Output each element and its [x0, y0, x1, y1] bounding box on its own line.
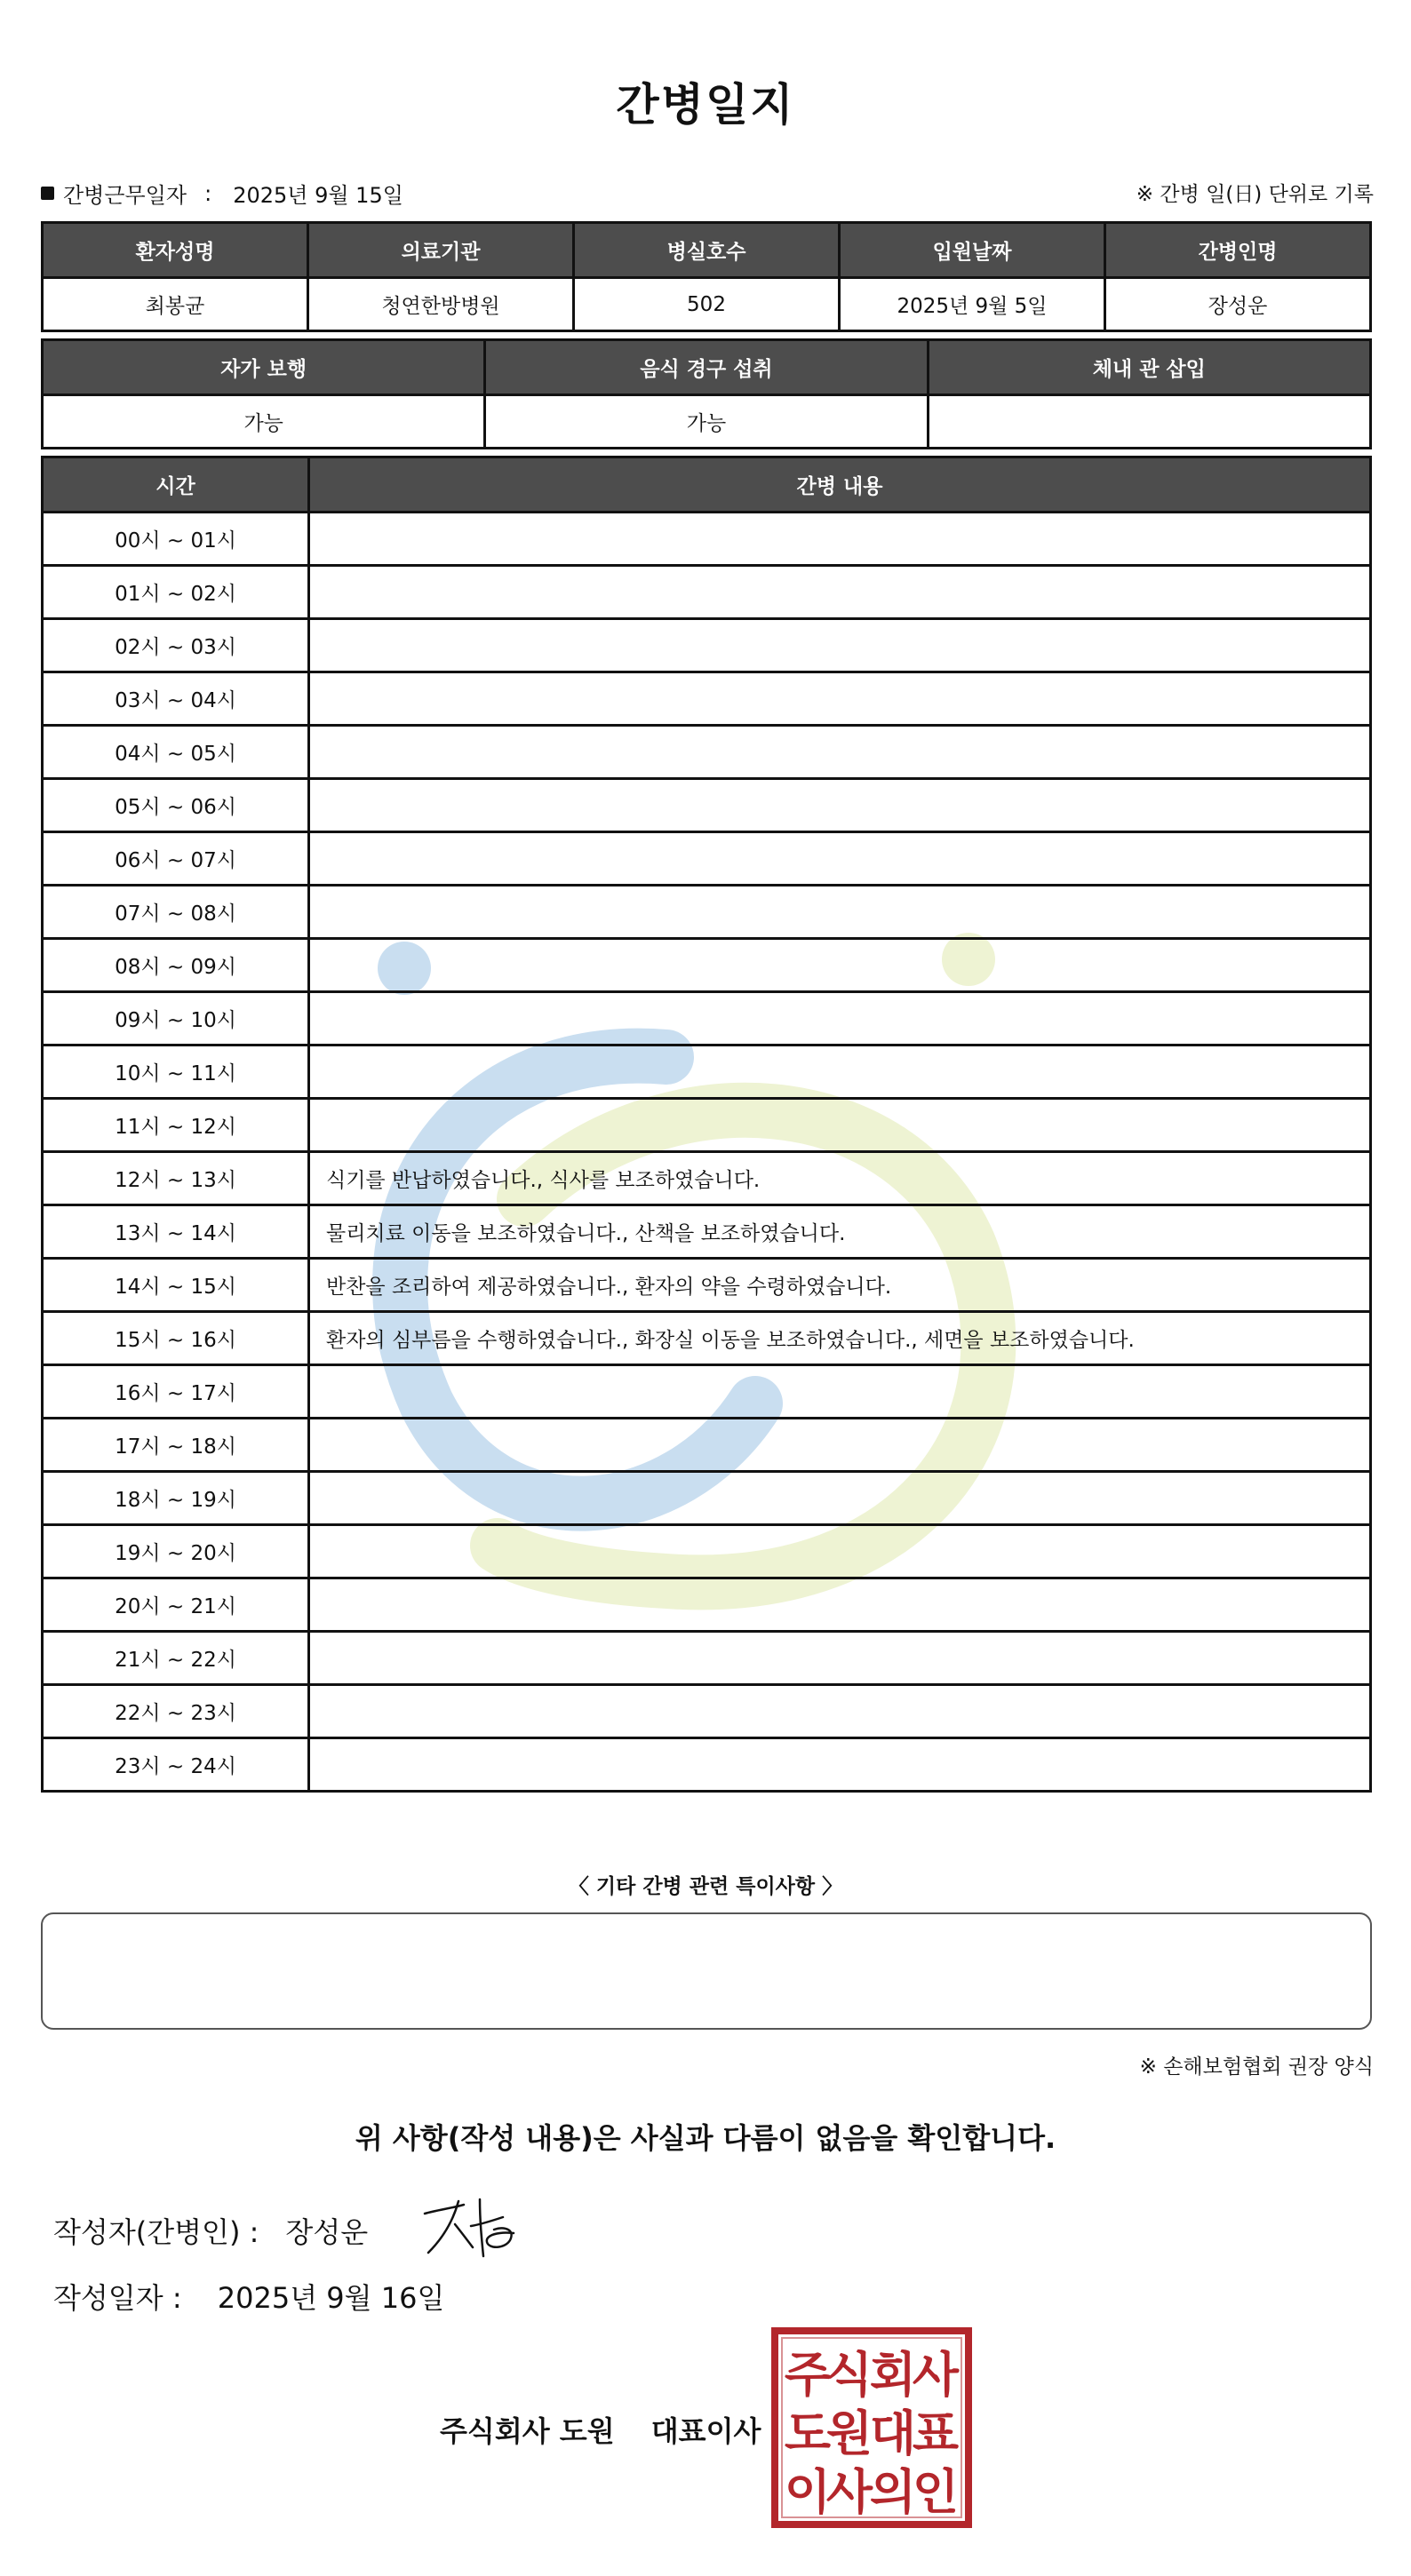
log-row — [43, 1365, 1371, 1419]
log-content-cell — [309, 672, 1371, 726]
log-time-cell: 17시 ~ 18시 — [43, 1419, 309, 1472]
log-time-cell: 15시 ~ 16시 — [43, 1312, 309, 1365]
care-date-value: 2025년 9월 15일 — [233, 183, 403, 208]
company-name: 주식회사 도원 — [440, 2414, 615, 2448]
log-row — [43, 1472, 1371, 1525]
log-content-cell — [309, 1632, 1371, 1685]
status-header-row — [43, 340, 1371, 395]
svg-text:사: 사 — [825, 2464, 873, 2520]
log-time-cell: 16시 ~ 17시 — [43, 1365, 309, 1419]
log-time-cell: 19시 ~ 20시 — [43, 1525, 309, 1578]
admission-date-header: 입원날짜 — [840, 223, 1105, 278]
log-row — [43, 1152, 1371, 1205]
oral-intake-value: 가능 — [485, 395, 928, 449]
log-row — [43, 886, 1371, 939]
time-header: 시간 — [43, 457, 309, 513]
log-row — [43, 566, 1371, 619]
svg-text:식: 식 — [825, 2347, 873, 2403]
tube-insertion-value — [928, 395, 1370, 449]
log-content-cell — [309, 1419, 1371, 1472]
log-row — [43, 1685, 1371, 1738]
log-time-cell: 12시 ~ 13시 — [43, 1152, 309, 1205]
svg-text:주: 주 — [784, 2347, 832, 2403]
log-content-cell: 식기를 반납하였습니다., 식사를 보조하였습니다. — [309, 1152, 1371, 1205]
log-row — [43, 619, 1371, 672]
log-time-cell: 01시 ~ 02시 — [43, 566, 309, 619]
form-source-note: ※ 손해보험협회 권장 양식 — [1139, 2055, 1374, 2079]
ceo-title: 대표이사 — [650, 2414, 761, 2448]
log-content-cell — [309, 779, 1371, 832]
log-body — [43, 513, 1371, 1792]
log-content-cell — [309, 619, 1371, 672]
log-time-cell: 05시 ~ 06시 — [43, 779, 309, 832]
log-time-cell: 04시 ~ 05시 — [43, 726, 309, 779]
log-content-cell: 물리치료 이동을 보조하였습니다., 산책을 보조하였습니다. — [309, 1205, 1371, 1259]
log-time-cell: 11시 ~ 12시 — [43, 1099, 309, 1152]
log-header-row — [43, 457, 1371, 513]
log-row — [43, 1312, 1371, 1365]
log-time-cell: 21시 ~ 22시 — [43, 1632, 309, 1685]
log-row — [43, 513, 1371, 566]
log-content-cell — [309, 939, 1371, 992]
care-date-label: 간병근무일자 — [63, 183, 187, 208]
oral-intake-header: 음식 경구 섭취 — [485, 340, 928, 395]
log-row — [43, 1578, 1371, 1632]
log-time-cell: 20시 ~ 21시 — [43, 1578, 309, 1632]
self-walking-value: 가능 — [43, 395, 485, 449]
log-time-cell: 00시 ~ 01시 — [43, 513, 309, 566]
log-row — [43, 832, 1371, 886]
hourly-log-table — [41, 456, 1372, 1793]
svg-text:사: 사 — [912, 2347, 960, 2403]
caregiver-name-header: 간병인명 — [1105, 223, 1371, 278]
handwritten-signature — [418, 2194, 524, 2265]
svg-text:대: 대 — [869, 2405, 917, 2461]
remarks-box — [41, 1912, 1372, 2030]
svg-text:의: 의 — [869, 2464, 917, 2520]
log-content-cell — [309, 1738, 1371, 1792]
log-time-cell: 03시 ~ 04시 — [43, 672, 309, 726]
room-number-header: 병실호수 — [574, 223, 840, 278]
hospital-header: 의료기관 — [308, 223, 574, 278]
patient-info-header-row — [43, 223, 1371, 278]
log-time-cell: 23시 ~ 24시 — [43, 1738, 309, 1792]
tube-insertion-header: 체내 관 삽입 — [928, 340, 1370, 395]
log-content-cell: 반찬을 조리하여 제공하였습니다., 환자의 약을 수령하였습니다. — [309, 1259, 1371, 1312]
care-date-row — [41, 178, 403, 209]
log-content-cell — [309, 1099, 1371, 1152]
log-time-cell: 14시 ~ 15시 — [43, 1259, 309, 1312]
log-time-cell: 10시 ~ 11시 — [43, 1046, 309, 1099]
log-time-cell: 06시 ~ 07시 — [43, 832, 309, 886]
log-content-cell — [309, 1578, 1371, 1632]
log-content-cell — [309, 1685, 1371, 1738]
log-content-cell — [309, 726, 1371, 779]
log-time-cell: 09시 ~ 10시 — [43, 992, 309, 1046]
written-date-value: 2025년 9월 16일 — [217, 2281, 445, 2315]
log-time-cell: 13시 ~ 14시 — [43, 1205, 309, 1259]
log-row — [43, 1738, 1371, 1792]
log-content-cell — [309, 1365, 1371, 1419]
log-row — [43, 1419, 1371, 1472]
log-row — [43, 1632, 1371, 1685]
room-number-value: 502 — [574, 278, 840, 331]
written-date-label: 작성일자 : — [53, 2281, 182, 2315]
admission-date-value: 2025년 9월 5일 — [840, 278, 1105, 331]
log-row — [43, 672, 1371, 726]
log-row — [43, 1099, 1371, 1152]
writer-label: 작성자(간병인) : — [53, 2215, 259, 2249]
svg-text:도: 도 — [784, 2405, 832, 2461]
patient-status-table — [41, 338, 1372, 449]
writer-row — [53, 2210, 368, 2251]
writer-name: 장성운 — [285, 2215, 369, 2249]
log-content-cell — [309, 513, 1371, 566]
care-date-separator: : — [204, 180, 212, 206]
company-seal-stamp — [771, 2327, 972, 2528]
svg-text:인: 인 — [912, 2464, 960, 2520]
log-row — [43, 1259, 1371, 1312]
log-content-cell: 환자의 심부름을 수행하였습니다., 화장실 이동을 보조하였습니다., 세면을 보조하였습니다. — [309, 1312, 1371, 1365]
page-title: 간병일지 — [616, 79, 795, 131]
svg-text:회: 회 — [869, 2347, 917, 2403]
patient-info-value-row — [43, 278, 1371, 331]
log-content-cell — [309, 992, 1371, 1046]
log-row — [43, 939, 1371, 992]
log-row — [43, 992, 1371, 1046]
log-content-cell — [309, 566, 1371, 619]
unit-note: ※ 간병 일(日) 단위로 기록 — [1136, 183, 1374, 206]
log-time-cell: 18시 ~ 19시 — [43, 1472, 309, 1525]
log-content-cell — [309, 1046, 1371, 1099]
patient-name-value: 최봉균 — [43, 278, 308, 331]
log-row — [43, 1205, 1371, 1259]
self-walking-header: 자가 보행 — [43, 340, 485, 395]
written-date-row — [53, 2276, 444, 2317]
log-content-cell — [309, 1525, 1371, 1578]
log-content-cell — [309, 832, 1371, 886]
patient-name-header: 환자성명 — [43, 223, 308, 278]
caregiver-name-value: 장성운 — [1105, 278, 1371, 331]
log-row — [43, 1046, 1371, 1099]
remarks-title: 〈 기타 간병 관련 특이사항 〉 — [568, 1875, 843, 1898]
confirmation-statement: 위 사항(작성 내용)은 사실과 다름이 없음을 확인합니다. — [355, 2121, 1056, 2155]
log-row — [43, 726, 1371, 779]
log-row — [43, 779, 1371, 832]
log-time-cell: 22시 ~ 23시 — [43, 1685, 309, 1738]
svg-text:이: 이 — [784, 2464, 832, 2520]
svg-text:원: 원 — [825, 2405, 873, 2461]
log-time-cell: 07시 ~ 08시 — [43, 886, 309, 939]
status-value-row — [43, 395, 1371, 449]
care-content-header: 간병 내용 — [309, 457, 1371, 513]
svg-text:표: 표 — [912, 2405, 960, 2461]
square-bullet-icon — [41, 187, 54, 200]
log-row — [43, 1525, 1371, 1578]
log-time-cell: 08시 ~ 09시 — [43, 939, 309, 992]
hospital-value: 청연한방병원 — [308, 278, 574, 331]
log-time-cell: 02시 ~ 03시 — [43, 619, 309, 672]
patient-info-table — [41, 221, 1372, 332]
company-row — [440, 2409, 761, 2450]
log-content-cell — [309, 1472, 1371, 1525]
log-content-cell — [309, 886, 1371, 939]
